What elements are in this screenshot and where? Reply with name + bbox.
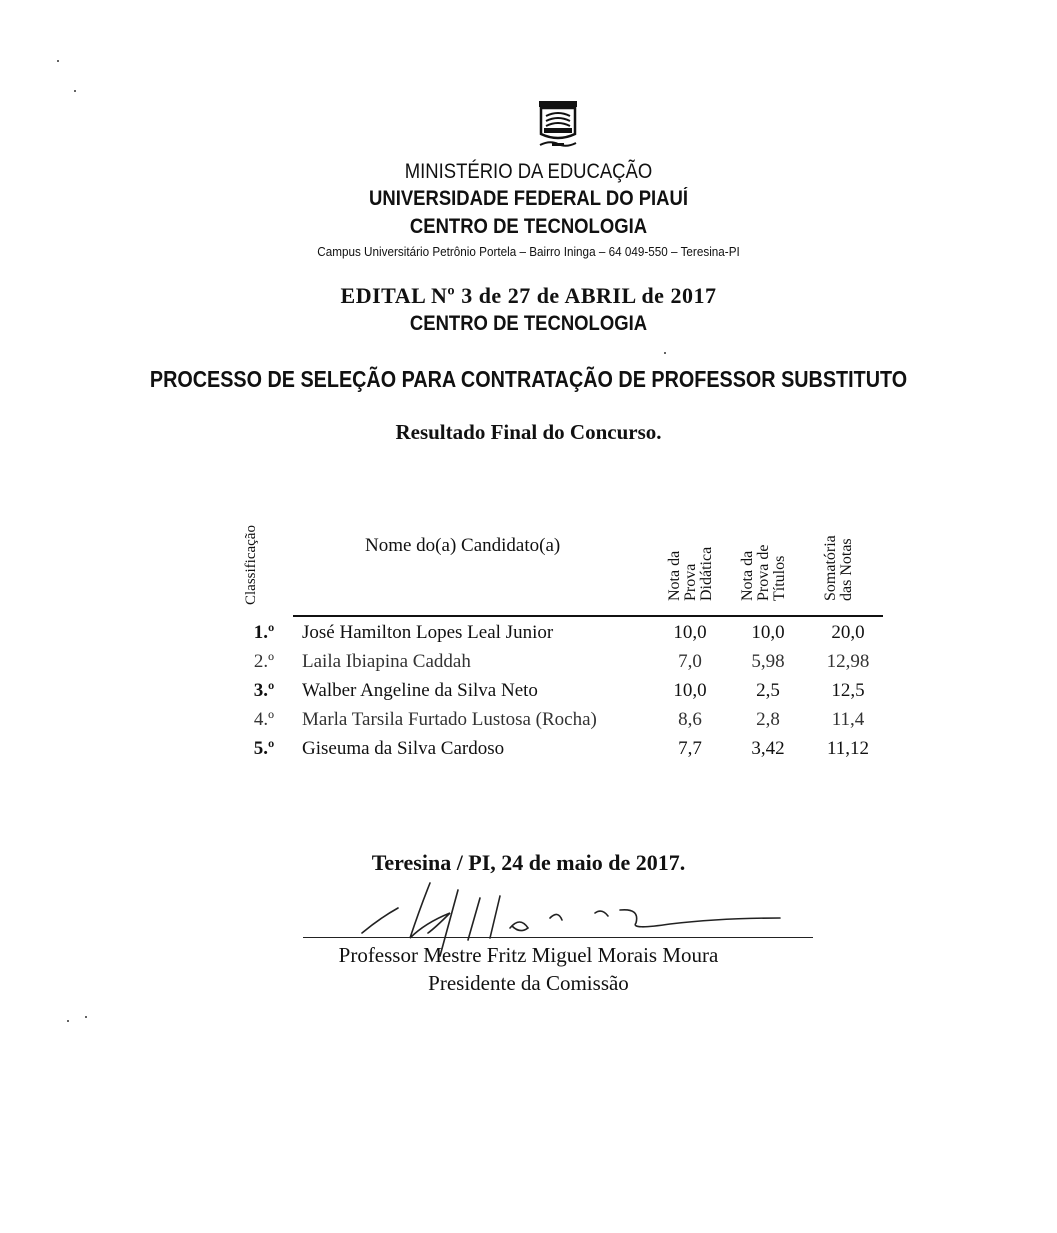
row-titulos: 2,5 <box>756 680 780 701</box>
header-didatica-line: Prova <box>682 563 699 601</box>
scan-speck <box>67 1020 69 1022</box>
place-date: Teresina / PI, 24 de maio de 2017. <box>371 850 686 875</box>
header-titulos <box>740 545 788 601</box>
row-titulos: 3,42 <box>751 738 785 759</box>
row-rank: 1.º <box>253 622 275 643</box>
row-soma: 20,0 <box>831 622 865 643</box>
header-didatica-line: Didática <box>698 546 715 601</box>
row-titulos: 5,98 <box>751 651 785 672</box>
row-soma: 12,5 <box>831 680 865 701</box>
scan-speck <box>85 1016 87 1018</box>
row-rank: 2.º <box>253 651 275 672</box>
signer-role: Presidente da Comissão <box>428 971 629 995</box>
table-row <box>235 622 885 650</box>
edital-center: CENTRO DE TECNOLOGIA <box>409 312 648 335</box>
process-title: PROCESSO DE SELEÇÃO PARA CONTRATAÇÃO DE PROFESSOR SUBSTITUTO <box>149 366 908 392</box>
header-candidate-name: Nome do(a) Candidato(a) <box>365 535 561 556</box>
signature-line <box>303 937 813 938</box>
university-crest-icon <box>538 100 578 152</box>
row-rank: 3.º <box>253 680 275 701</box>
row-didatica: 10,0 <box>673 680 707 701</box>
result-title: Resultado Final do Concurso. <box>395 420 662 444</box>
edital-title: EDITAL Nº 3 de 27 de ABRIL de 2017 <box>340 283 717 308</box>
row-rank: 5.º <box>253 738 275 759</box>
row-soma: 11,4 <box>831 709 865 730</box>
row-name: Marla Tarsila Furtado Lustosa (Rocha) <box>302 709 597 730</box>
row-didatica: 10,0 <box>673 622 707 643</box>
table-row <box>235 680 885 708</box>
ministry-name: MINISTÉRIO DA EDUCAÇÃO <box>404 160 653 183</box>
center-name: CENTRO DE TECNOLOGIA <box>409 215 648 238</box>
row-rank: 4.º <box>253 709 275 730</box>
row-name: Giseuma da Silva Cardoso <box>302 738 505 759</box>
row-name: Walber Angeline da Silva Neto <box>302 680 538 701</box>
table-row <box>235 738 885 766</box>
row-soma: 12,98 <box>826 651 870 672</box>
row-soma: 11,12 <box>826 738 870 759</box>
table-row <box>235 709 885 737</box>
row-titulos: 2,8 <box>756 709 780 730</box>
header-titulos-line: Prova de <box>755 544 772 601</box>
row-name: Laila Ibiapina Caddah <box>302 651 471 672</box>
header-didatica-line: Nota da <box>666 550 683 601</box>
scan-speck <box>664 352 666 354</box>
campus-address: Campus Universitário Petrônio Portela – Bairro Ininga – 64 049-550 – Teresina-PI <box>317 244 740 259</box>
row-didatica: 7,7 <box>678 738 702 759</box>
header-soma <box>823 535 855 601</box>
row-titulos: 10,0 <box>751 622 785 643</box>
row-name: José Hamilton Lopes Leal Junior <box>302 622 554 643</box>
header-didatica <box>667 547 715 601</box>
header-classification: Classificação <box>243 525 259 605</box>
row-didatica: 8,6 <box>678 709 702 730</box>
signer-name: Professor Mestre Fritz Miguel Morais Moura <box>338 943 719 967</box>
header-soma-line: Somatória <box>822 535 839 601</box>
table-header-rule <box>293 615 883 617</box>
header-soma-line: das Notas <box>838 538 855 601</box>
results-table <box>235 505 885 775</box>
table-row <box>235 651 885 679</box>
scan-speck <box>74 90 76 92</box>
header-titulos-line: Títulos <box>771 555 788 601</box>
header-titulos-line: Nota da <box>739 550 756 601</box>
scan-speck <box>57 60 59 62</box>
university-name: UNIVERSIDADE FEDERAL DO PIAUÍ <box>369 187 688 210</box>
row-didatica: 7,0 <box>678 651 702 672</box>
